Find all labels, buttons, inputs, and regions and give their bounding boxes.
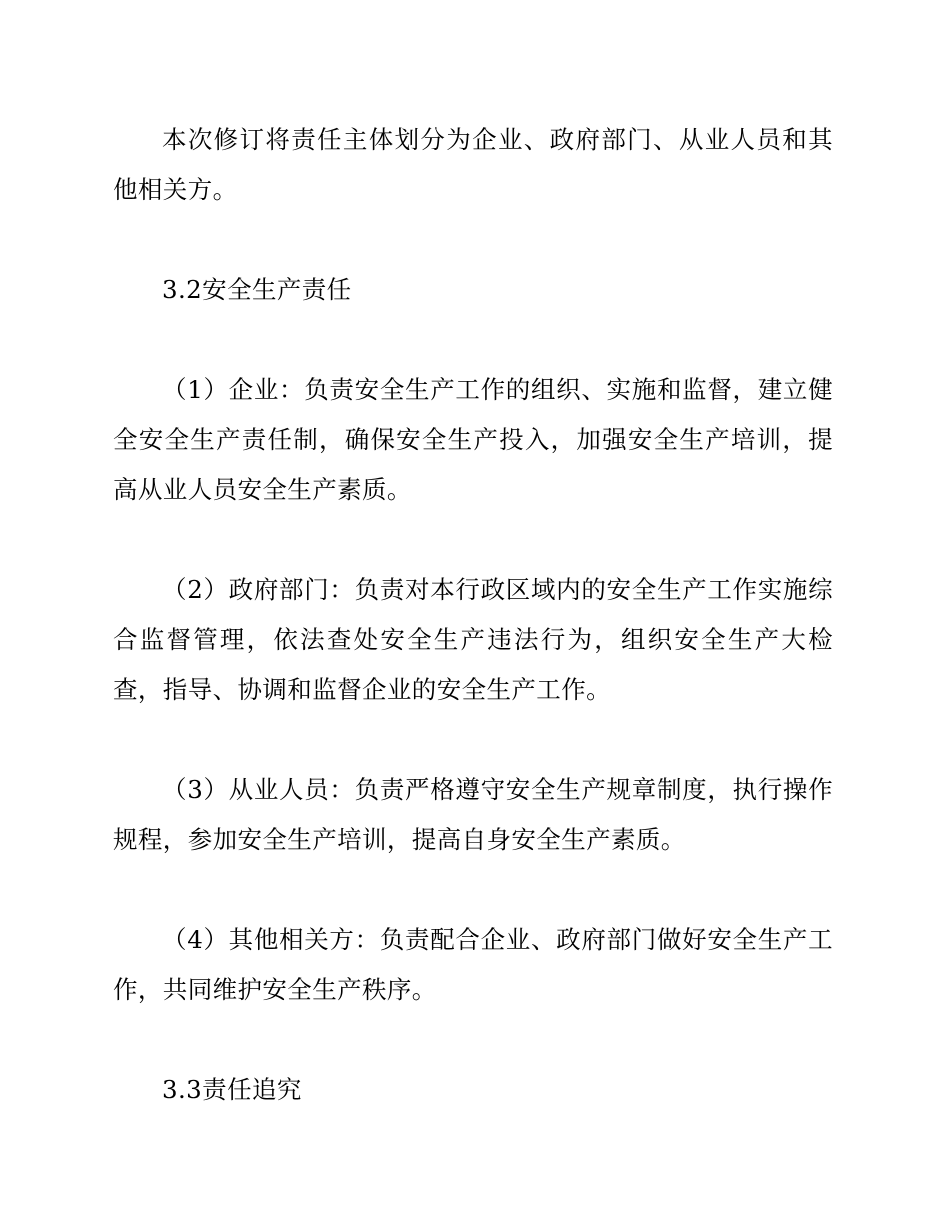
paragraph-gap: [113, 715, 833, 765]
paragraph-enterprise: （1）企业：负责安全生产工作的组织、实施和监督，建立健全安全生产责任制，确保安全生产投入，加强安全生产培训，提高从业人员安全生产素质。: [113, 375, 833, 504]
paragraph-gap: [113, 315, 833, 365]
document-body: [113, 115, 833, 1115]
paragraph-other-parties: （4）其他相关方：负责配合企业、政府部门做好安全生产工作，共同维护安全生产秩序。: [113, 925, 833, 1004]
section-heading-3-3: 3.3责任追究: [162, 1075, 302, 1104]
section-heading-3-2: 3.2安全生产责任: [162, 275, 352, 304]
paragraph-gap: [113, 215, 833, 265]
paragraph-gap: [113, 1015, 833, 1065]
paragraph-gap: [113, 515, 833, 565]
paragraph-employees: （3）从业人员：负责严格遵守安全生产规章制度，执行操作规程，参加安全生产培训，提高自身安全生产素质。: [113, 775, 833, 854]
paragraph-government: （2）政府部门：负责对本行政区域内的安全生产工作实施综合监督管理，依法查处安全生产违法行为，组织安全生产大检查，指导、协调和监督企业的安全生产工作。: [113, 575, 833, 704]
paragraph-intro: 本次修订将责任主体划分为企业、政府部门、从业人员和其他相关方。: [113, 125, 833, 204]
paragraph-gap: [113, 865, 833, 915]
